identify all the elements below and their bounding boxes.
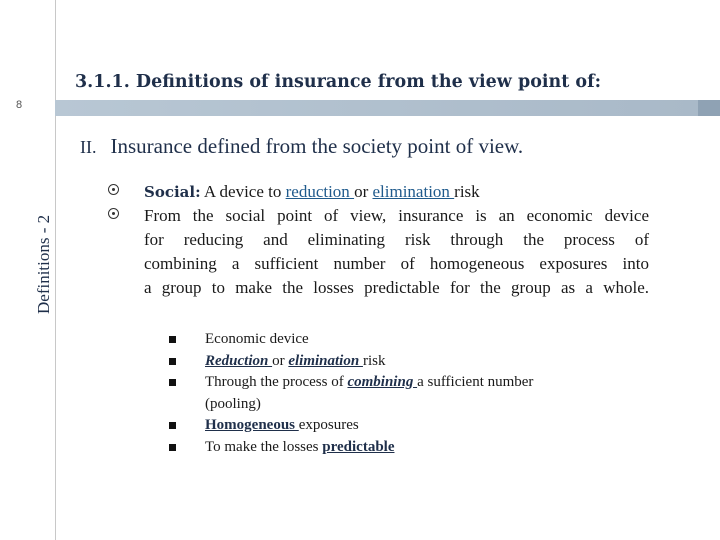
main-bullet-list <box>144 180 649 300</box>
sub-combining: combining <box>347 374 418 390</box>
sub-item-economic-device <box>205 329 625 351</box>
sub-item-combining <box>205 372 625 415</box>
social-text: A device to <box>200 182 286 201</box>
square-bullet-icon <box>169 379 176 386</box>
square-bullet-icon <box>169 336 176 343</box>
section-heading-text: Insurance defined from the society point of view. <box>110 134 524 158</box>
bullet-definition <box>144 204 649 300</box>
social-elimination: elimination <box>372 182 455 201</box>
sub-bullet-list <box>205 329 625 458</box>
circle-bullet-icon <box>108 184 119 195</box>
title-bar-tip <box>698 100 720 116</box>
sub-or: or <box>272 352 289 369</box>
section-numeral: II. <box>80 137 97 157</box>
social-reduction: reduction <box>285 182 355 201</box>
sub-risk: risk <box>362 352 386 369</box>
sub-homogeneous: Homogeneous <box>205 417 299 433</box>
definition-line-2: for reducing and eliminating risk through the process of <box>144 230 649 249</box>
sub-pooling: (pooling) <box>205 395 261 412</box>
sub-reduction: Reduction <box>205 352 273 369</box>
social-label: Social: <box>144 183 201 201</box>
sub-combining-prefix: Through the process of <box>205 374 348 390</box>
square-bullet-icon <box>169 422 176 429</box>
sub-item-reduction <box>205 351 625 373</box>
section-heading <box>80 134 523 159</box>
sub-predictable: predictable <box>322 438 395 455</box>
sub-combining-suffix: a sufficient number <box>417 374 534 390</box>
definition-line-3: combining a sufficient number of homogeneous exposures into <box>144 254 649 273</box>
definition-line-1: From the social point of view, insurance is an economic device <box>144 206 649 225</box>
square-bullet-icon <box>169 358 176 365</box>
bullet-social <box>144 180 649 204</box>
social-risk: risk <box>454 182 480 201</box>
sub-predictable-prefix: To make the losses <box>205 438 323 455</box>
sub-item-1-text: Economic device <box>205 331 309 347</box>
sub-exposures: exposures <box>298 417 359 433</box>
vertical-section-label: Definitions - 2 <box>34 214 53 314</box>
slide-title: 3.1.1. Definitions of insurance from the view point of: <box>75 72 602 92</box>
title-underline-bar <box>55 100 720 116</box>
social-or: or <box>354 182 373 201</box>
sub-elimination: elimination <box>288 352 363 369</box>
sub-item-homogeneous <box>205 415 625 437</box>
definition-line-4: a group to make the losses predictable for the group as a whole. <box>144 278 649 297</box>
sub-item-predictable <box>205 437 625 459</box>
circle-bullet-icon <box>108 208 119 219</box>
square-bullet-icon <box>169 444 176 451</box>
page-number: 8 <box>16 99 23 111</box>
